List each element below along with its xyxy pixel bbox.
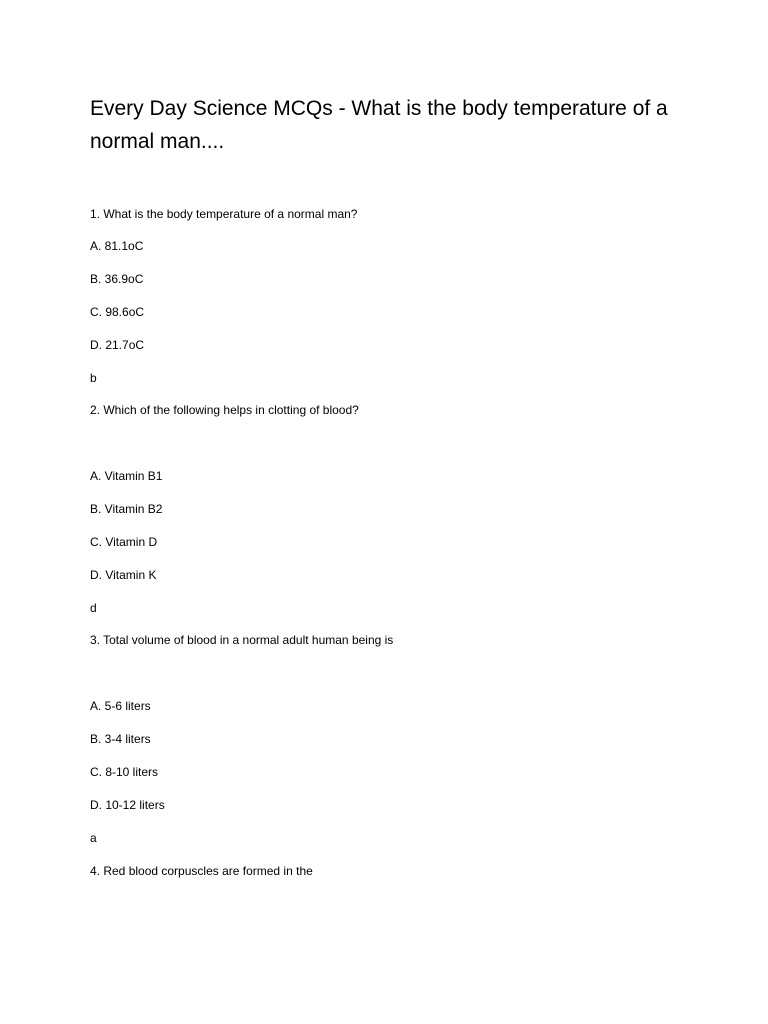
question-4-text: 4. Red blood corpuscles are formed in the [90, 864, 313, 878]
question-2-option-d: D. Vitamin K [90, 568, 157, 582]
question-3-option-a: A. 5-6 liters [90, 699, 151, 713]
document-title: Every Day Science MCQs - What is the body temperature of a normal man.... [90, 97, 668, 153]
question-1-option-a: A. 81.1oC [90, 239, 144, 253]
question-2-text: 2. Which of the following helps in clotting of blood? [90, 403, 359, 417]
question-1-answer: b [90, 371, 97, 385]
question-3-option-c: C. 8-10 liters [90, 765, 159, 779]
question-3-answer: a [90, 831, 97, 845]
question-1-text: 1. What is the body temperature of a normal man? [90, 207, 358, 221]
question-3-option-b: B. 3-4 liters [90, 732, 151, 746]
question-2-option-c: C. Vitamin D [90, 535, 158, 549]
question-2-option-a: A. Vitamin B1 [90, 469, 163, 483]
question-1-option-c: C. 98.6oC [90, 305, 145, 319]
question-1-option-d: D. 21.7oC [90, 338, 145, 352]
question-3-option-d: D. 10-12 liters [90, 798, 165, 812]
question-3-text: 3. Total volume of blood in a normal adult human being is [90, 633, 394, 647]
question-2-answer: d [90, 601, 97, 615]
question-2-option-b: B. Vitamin B2 [90, 502, 163, 516]
question-1-option-b: B. 36.9oC [90, 272, 144, 286]
